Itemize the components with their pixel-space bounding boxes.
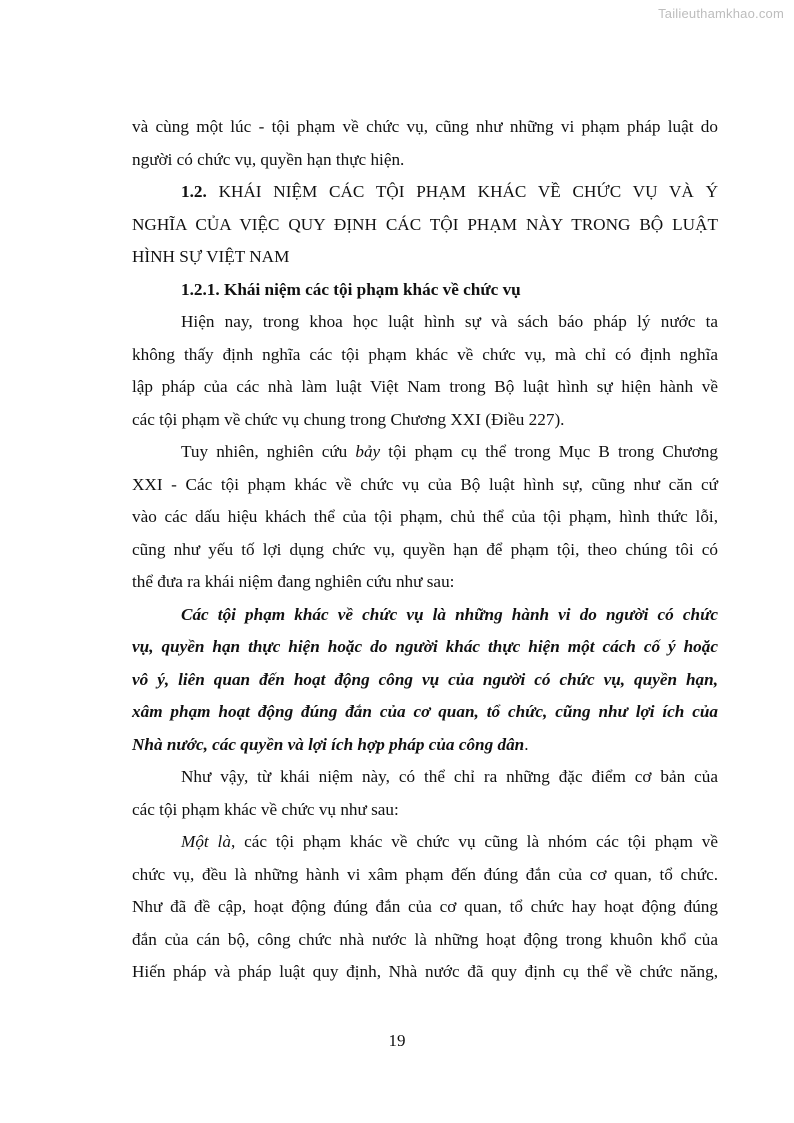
text-line: Như vậy, từ khái niệm này, có thể chỉ ra những đặc điểm cơ bản của bbox=[181, 767, 718, 786]
text-line: XXI - Các tội phạm khác về chức vụ của Bộ luật hình sự, cũng như căn cứ bbox=[132, 474, 718, 494]
section-heading-line: HÌNH SỰ VIỆT NAM bbox=[132, 247, 290, 266]
definition-line bbox=[132, 729, 718, 762]
page-body bbox=[132, 111, 718, 989]
text-run: tội phạm cụ thể trong Mục B trong Chương bbox=[380, 442, 718, 461]
definition-line: vụ, quyền hạn thực hiện hoặc do người khác thực hiện một cách cố ý hoặc bbox=[132, 637, 718, 656]
text-line bbox=[132, 826, 718, 859]
text-line: các tội phạm về chức vụ chung trong Chương XXI (Điều 227). bbox=[132, 409, 565, 429]
text-run: . bbox=[524, 734, 529, 754]
text-line: người có chức vụ, quyền hạn thực hiện. bbox=[132, 149, 405, 169]
text-line: cũng như yếu tố lợi dụng chức vụ, quyền hạn để phạm tội, theo chúng tôi có bbox=[132, 539, 718, 559]
text-line: vào các dấu hiệu khách thể của tội phạm, chủ thể của tội phạm, hình thức lỗi, bbox=[132, 507, 718, 526]
italic-run: bảy bbox=[355, 442, 381, 461]
text-line: chức vụ, đều là những hành vi xâm phạm đến đúng đắn của cơ quan, tổ chức. bbox=[132, 864, 718, 884]
subsection-heading-1-2-1: 1.2.1. Khái niệm các tội phạm khác về chức vụ bbox=[181, 279, 521, 299]
text-line: và cùng một lúc - tội phạm về chức vụ, cũng như những vi phạm pháp luật do bbox=[132, 117, 718, 136]
italic-run: Một là bbox=[181, 832, 231, 851]
text-line: thể đưa ra khái niệm đang nghiên cứu như sau: bbox=[132, 572, 455, 591]
definition-line: vô ý, liên quan đến hoạt động công vụ của người có chức vụ, quyền hạn, bbox=[132, 669, 718, 689]
definition-line: Các tội phạm khác về chức vụ là những hành vi do người có chức bbox=[181, 604, 718, 624]
text-run: , các tội phạm khác về chức vụ cũng là nhóm các tội phạm về bbox=[230, 832, 719, 851]
section-number: 1.2. bbox=[181, 182, 207, 201]
text-line: lập pháp của các nhà làm luật Việt Nam trong Bộ luật hình sự hiện hành về bbox=[132, 377, 718, 396]
watermark: Tailieuthamkhao.com bbox=[658, 6, 784, 21]
section-heading-1-2 bbox=[132, 176, 718, 209]
definition-line: xâm phạm hoạt động đúng đắn của cơ quan, tổ chức, cũng như lợi ích của bbox=[132, 702, 718, 721]
text-line: không thấy định nghĩa các tội phạm khác về chức vụ, mà chỉ có định nghĩa bbox=[132, 344, 718, 364]
section-title-part: KHÁI NIỆM CÁC TỘI PHẠM KHÁC VỀ CHỨC VỤ VÀ Ý bbox=[206, 182, 718, 201]
text-line: Như đã đề cập, hoạt động đúng đắn của cơ quan, tổ chức hay hoạt động đúng bbox=[132, 897, 718, 916]
text-line: Hiện nay, trong khoa học luật hình sự và sách báo pháp lý nước ta bbox=[181, 312, 718, 331]
text-run: Tuy nhiên, nghiên cứu bbox=[181, 442, 356, 461]
definition-run: Nhà nước, các quyền và lợi ích hợp pháp của công dân bbox=[132, 734, 525, 754]
text-line bbox=[132, 436, 718, 469]
page-number: 19 bbox=[388, 1031, 406, 1050]
section-heading-line: NGHĨA CỦA VIỆC QUY ĐỊNH CÁC TỘI PHẠM NÀY TRONG BỘ LUẬT bbox=[132, 214, 718, 234]
text-line: các tội phạm khác về chức vụ như sau: bbox=[132, 799, 399, 819]
text-line: Hiến pháp và pháp luật quy định, Nhà nước đã quy định cụ thể về chức năng, bbox=[132, 962, 718, 981]
text-line: đắn của cán bộ, công chức nhà nước là những hoạt động trong khuôn khổ của bbox=[132, 929, 718, 949]
